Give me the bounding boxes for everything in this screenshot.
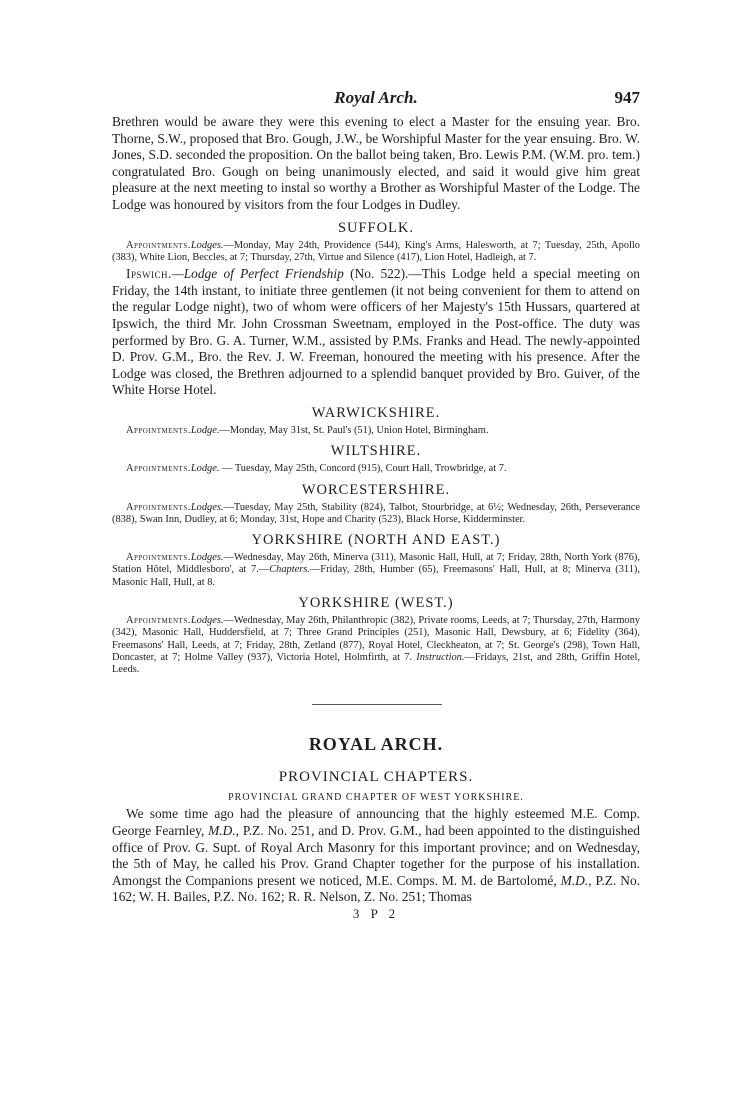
heading-worcestershire: WORCESTERSHIRE. (301, 481, 451, 498)
ipswich-lead: Ipswich. (126, 266, 172, 282)
ipswich-paragraph (112, 266, 640, 399)
para-text-a: We some time ago had the pleasure of announcing that the highly esteemed M.E. Comp. George Fearnley, (112, 806, 640, 839)
intro-paragraph: Brethren would be aware they were this evening to elect a Master for the ensuing year. Bro. Thorne, S.W., proposed that Bro. Gough, J.W., be Worshipful Master for the year ensuing. Bro. W. Jones, S.D. seconded the proposition. On the ballot being taken, Bro. Lewis P.M. (W.M. pro. tem.) congratulated Bro. Gough on being unanimously elected, and said it would give him great pleasure at the next meeting to instal so worthy a Brother as Worshipful Master of the Lodge. The Lodge was honoured by visitors from the four Lodges in Dudley. (112, 114, 640, 212)
appointments-text: —Monday, May 24th, Providence (544), King's Arms, Halesworth, at 7; Tuesday, 25th, Apollo (383), White Lion, Beccles, at 7; Thursday, 27th, Virtue and Silence (417), Lion Hotel, Hadleigh, at 7. (112, 239, 640, 263)
para-text-b: , P.Z. No. 251, and D. Prov. G.M., had been appointed to the distinguished office of Prov. G. Supt. of Royal Arch Masonry for this important province; and on Wednesday, the 5th of May, he called his Prov. Grand Chapter together for the purpose of his installation. Amongst the Companions present we noticed, M.E. Comps. M. M. de Bartolomé, (112, 823, 640, 888)
heading-yorkshire-west: YORKSHIRE (WEST.) (298, 594, 454, 611)
section-divider (312, 704, 442, 705)
appointments-lead: Appointments. (126, 463, 191, 475)
appointments-lead-italic: Lodges. (190, 552, 224, 564)
heading-wiltshire: WILTSHIRE. (330, 443, 422, 460)
suffolk-appointments (112, 240, 640, 265)
royal-arch-paragraph (112, 806, 640, 906)
document-page (112, 88, 640, 922)
wiltshire-appointments (112, 463, 640, 475)
appointments-lead: Appointments. (126, 614, 191, 626)
appointments-lead-italic: Lodges. (190, 239, 224, 251)
heading-suffolk: SUFFOLK. (337, 219, 415, 236)
appointments-text: —Tuesday, May 25th, Stability (824), Talbot, Stourbridge, at 6½; Wednesday, 26th, Perseverance (838), Swan Inn, Dudley, at 6; Monday, 31st, Hope and Charity (523), Black Horse, Kidderminster. (112, 501, 640, 525)
section-divider-area (112, 676, 640, 734)
subtitle-west-yorkshire: PROVINCIAL GRAND CHAPTER OF WEST YORKSHIRE. (228, 792, 524, 804)
yorkshire-ne-appointments (112, 552, 640, 589)
appointments-lead: Appointments. (126, 424, 191, 436)
appointments-lead-italic: Lodge. (190, 463, 220, 475)
appointments-text: —Monday, May 31st, St. Paul's (51), Union Hotel, Birmingham. (219, 424, 489, 436)
worcestershire-appointments (112, 502, 640, 527)
ipswich-text: (No. 522).—This Lodge held a special meeting on Friday, the 14th instant, to initiate three gentlemen (it not being convenient for them to attend on the regular Lodge night), two of whom were officers of her Majesty's 15th Hussars, quartered at Ipswich, the third Mr. John Crossman Sweetnam, employed in the Post-office. The duty was performed by Bro. G. A. Turner, W.M., assisted by P.Ms. Franks and Head. The newly-appointed D. Prov. G.M., Bro. the Rev. J. W. Freeman, honoured the meeting with his presence. After the Lodge was closed, the Brethren adjourned to a splendid banquet provided by Bro. Guiver, of the White Horse Hotel. (112, 266, 641, 398)
appointments-text-2: —Friday, 28th, Humber (65), Freemasons' Hall, Hull, at 8; Minerva (311), Masonic Hall, Hull, at 8. (112, 564, 640, 588)
appointments-lead: Appointments. (126, 501, 191, 513)
appointments-text: —Wednesday, May 26th, Minerva (311), Masonic Hall, Hull, at 7; Friday, 28th, North York (876), Station Hôtel, Middlesboro', at 7.— (112, 552, 640, 576)
ipswich-lodge-name: —Lodge of Perfect Friendship (171, 266, 344, 282)
appointments-lead: Appointments. (126, 552, 191, 564)
heading-yorkshire-north-east: YORKSHIRE (NORTH AND EAST.) (251, 532, 501, 549)
subtitle-provincial-chapters: PROVINCIAL CHAPTERS. (278, 769, 474, 786)
para-text-c: , P.Z. No. 162; W. H. Bailes, P.Z. No. 162; R. R. Nelson, Z. No. 251; Thomas (112, 872, 640, 905)
section-title-royal-arch: ROYAL ARCH. (308, 734, 444, 755)
heading-warwickshire: WARWICKSHIRE. (311, 404, 441, 421)
appointments-lead-italic: Lodges. (190, 501, 224, 513)
chapters-label: Chapters. (269, 564, 310, 576)
appointments-text: — Tuesday, May 25th, Concord (915), Court Hall, Trowbridge, at 7. (219, 463, 507, 475)
para-md-1: M.D. (208, 823, 236, 839)
appointments-lead-italic: Lodges. (190, 614, 224, 626)
page-header (112, 88, 640, 110)
signature-mark: 3 P 2 (352, 906, 400, 922)
warwickshire-appointments (112, 425, 640, 437)
appointments-lead: Appointments. (126, 239, 191, 251)
para-md-2: M.D. (560, 872, 589, 888)
appointments-text-2: —Fridays, 21st, and 28th, Griffin Hotel, Leeds. (112, 651, 640, 676)
appointments-text: —Wednesday, May 26th, Philanthropic (382), Private rooms, Leeds, at 7; Thursday, 27th, Harmony (342), Masonic Hall, Huddersfield, at 7; Three Grand Principles (251), Masonic Hall, Dewsbury, at 6; Fidelity (364), Freemasons' Hall, Leeds, at 7; Friday, 28th, Zetland (877), Royal Hotel, Cleckheaton, at 7; St. George's (298), Town Hall, Doncaster, at 7; Holme Valley (937), Victoria Hotel, Holmfirth, at 7. (112, 614, 640, 663)
instruction-label: Instruction. (416, 651, 465, 663)
yorkshire-w-appointments (112, 615, 640, 676)
appointments-lead-italic: Lodge. (190, 424, 220, 436)
page-number: 947 (614, 88, 640, 107)
running-title: Royal Arch. (334, 88, 418, 107)
